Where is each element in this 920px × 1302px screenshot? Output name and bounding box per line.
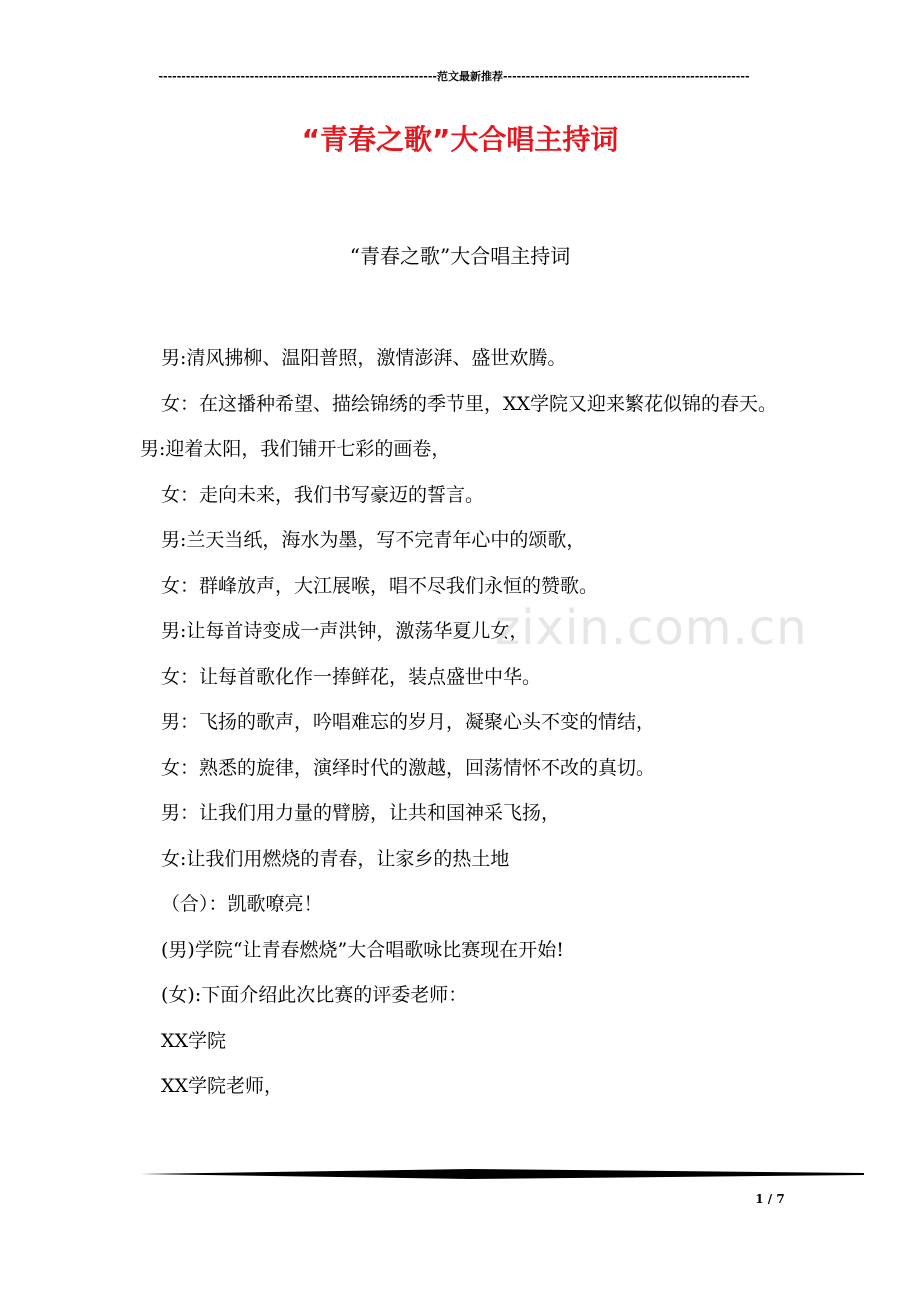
paragraph: 男:清风拂柳、温阳普照，激情澎湃、盛世欢腾。 bbox=[161, 347, 567, 369]
paragraph: 女：熟悉的旋律，演绎时代的激越，回荡情怀不改的真切。 bbox=[161, 756, 656, 779]
paragraph: 女：走向未来，我们书写豪迈的誓言。 bbox=[161, 483, 485, 506]
document-title: “青春之歌”大合唱主持词 bbox=[301, 123, 619, 156]
footer-divider bbox=[140, 1166, 864, 1182]
paragraph: 女：群峰放声，大江展喉，唱不尽我们永恒的赞歌。 bbox=[161, 574, 599, 597]
document-body bbox=[140, 336, 790, 1110]
paragraph: XX学院老师， bbox=[161, 1075, 284, 1097]
paragraph: 女:让我们用燃烧的青春，让家乡的热土地 bbox=[161, 847, 510, 870]
document-subtitle: “青春之歌”大合唱主持词 bbox=[349, 244, 571, 268]
paragraph: 男：飞扬的歌声，吟唱难忘的岁月，凝聚心头不变的情结， bbox=[161, 711, 656, 733]
paragraph: 男：让我们用力量的臂膀，让共和国神采飞扬， bbox=[161, 802, 561, 824]
page-number: 1 / 7 bbox=[755, 1192, 785, 1206]
paragraph: (女):下面介绍此次比赛的评委老师： bbox=[161, 984, 468, 1006]
paragraph: 女：在这播种希望、描绘锦绣的季节里，XX学院又迎来繁花似锦的春天。男:迎着太阳，我们铺开七彩的画卷， bbox=[140, 392, 778, 460]
paragraph: （合）：凯歌嘹亮！ bbox=[161, 893, 323, 915]
page-header: -------------------------------------------------------------范文最新推荐------------------------------------------------------ bbox=[158, 70, 750, 83]
watermark: zixin.com.cn bbox=[495, 600, 808, 656]
paragraph: 男:兰天当纸，海水为墨，写不完青年心中的颂歌， bbox=[161, 529, 586, 551]
paragraph: 女：让每首歌化作一捧鲜花，装点盛世中华。 bbox=[161, 665, 542, 688]
paragraph: XX学院 bbox=[161, 1029, 227, 1052]
paragraph: 男:让每首诗变成一声洪钟，激荡华夏儿女， bbox=[161, 620, 529, 642]
paragraph: (男)学院“让青春燃烧”大合唱歌咏比赛现在开始! bbox=[161, 938, 564, 961]
